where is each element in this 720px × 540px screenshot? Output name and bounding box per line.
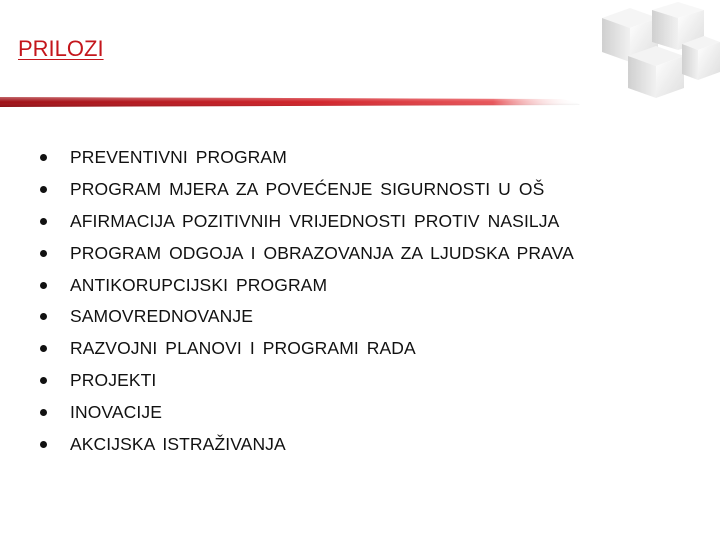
list-item <box>40 237 574 269</box>
list-item-text: INOVACIJE <box>70 401 162 422</box>
bullet-list <box>40 142 574 460</box>
bullet-dot-icon <box>40 186 47 193</box>
list-item <box>40 269 574 301</box>
bullet-dot-icon <box>40 282 47 289</box>
list-item-text: PROGRAM MJERA ZA POVEĆENJE SIGURNOSTI U OŠ <box>70 179 545 200</box>
list-item <box>40 428 574 460</box>
list-item <box>40 301 574 333</box>
list-item-text: PROGRAM ODGOJA I OBRAZOVANJA ZA LJUDSKA PRAVA <box>70 242 574 263</box>
bullet-dot-icon <box>40 313 47 320</box>
bullet-dot-icon <box>40 441 47 448</box>
list-item-text: RAZVOJNI PLANOVI I PROGRAMI RADA <box>70 338 416 359</box>
list-item <box>40 174 574 206</box>
bullet-dot-icon <box>40 377 47 384</box>
list-item <box>40 206 574 238</box>
bullet-dot-icon <box>40 218 47 225</box>
bullet-dot-icon <box>40 250 47 257</box>
list-item <box>40 333 574 365</box>
list-item-text: AKCIJSKA ISTRAŽIVANJA <box>70 433 286 454</box>
list-item-text: SAMOVREDNOVANJE <box>70 306 254 327</box>
bullet-dot-icon <box>40 409 47 416</box>
title-underline-bar <box>0 95 580 109</box>
list-item-text: PREVENTIVNI PROGRAM <box>70 147 287 168</box>
slide-title: PRILOZI <box>18 36 104 61</box>
list-item-text: PROJEKTI <box>70 369 157 390</box>
list-item-text: ANTIKORUPCIJSKI PROGRAM <box>70 274 328 295</box>
cube-stack-decoration <box>572 0 720 100</box>
bullet-dot-icon <box>40 154 47 161</box>
list-item <box>40 142 574 174</box>
list-item-text: AFIRMACIJA POZITIVNIH VRIJEDNOSTI PROTIV NASILJA <box>70 210 560 231</box>
list-item <box>40 365 574 397</box>
list-item <box>40 396 574 428</box>
bullet-dot-icon <box>40 345 47 352</box>
